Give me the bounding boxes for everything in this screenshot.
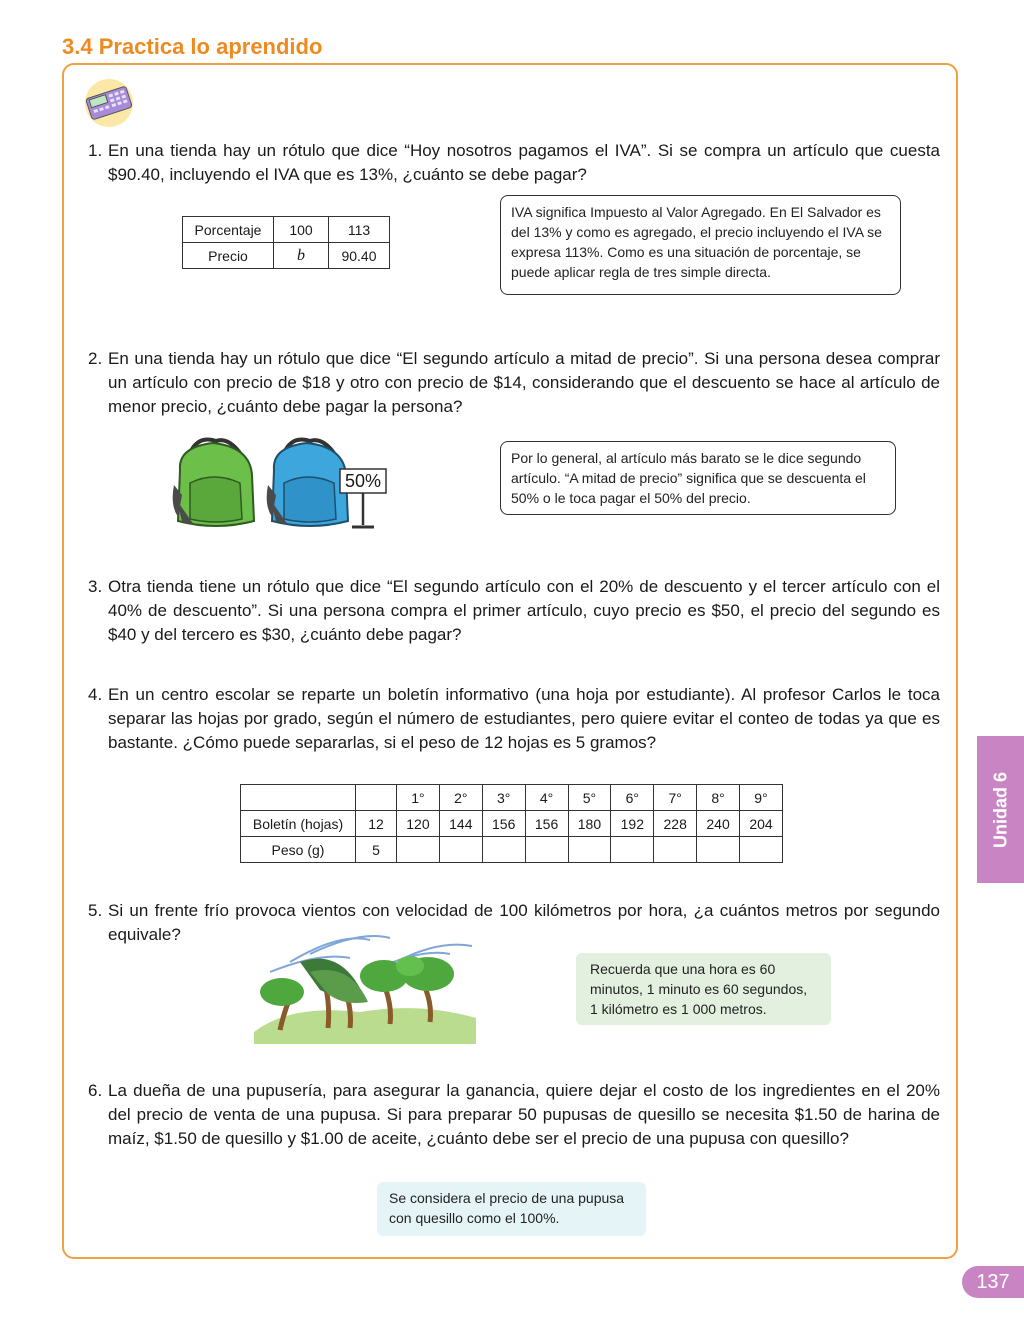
section-title: 3.4 Practica lo aprendido — [62, 34, 323, 59]
table-cell: 156 — [525, 811, 568, 837]
blue-backpack-icon — [267, 440, 348, 527]
table-cell: 113 — [329, 217, 390, 243]
hint-box-second-article: Por lo general, al artículo más barato se le dice segundo artículo. “A mitad de precio” significa que se descuenta el 50% o le toca pagar el 50% del precio. — [500, 441, 896, 515]
unit-tab-label: Unidad 6 — [990, 771, 1010, 848]
table-cell: Boletín (hojas) — [241, 811, 356, 837]
problem-3 — [88, 575, 940, 647]
unit-tab — [977, 736, 1024, 883]
problem-number: 2. — [88, 349, 103, 368]
problem-number: 4. — [88, 685, 103, 704]
windy-trees-illustration — [250, 932, 478, 1044]
sign-label: 50% — [344, 471, 382, 491]
problem-2 — [88, 347, 940, 419]
table-cell: 7° — [654, 785, 697, 811]
problem-6 — [88, 1079, 940, 1151]
problem-text: En una tienda hay un rótulo que dice “El segundo artículo a mitad de precio”. Si una persona desea comprar un artículo con precio de $18 y otro con precio de $14, considerando que el descuento se hace al artículo de menor precio, ¿cuánto debe pagar la persona? — [108, 349, 940, 416]
table-cell: Porcentaje — [183, 217, 274, 243]
problem-text: Si un frente frío provoca vientos con velocidad de 100 kilómetros por hora, ¿a cuántos metros por segundo equivale? — [108, 901, 940, 944]
table-cell: 100 — [274, 217, 329, 243]
table-cell: 120 — [397, 811, 440, 837]
table-cell: Precio — [183, 243, 274, 269]
problem-number: 5. — [88, 901, 103, 920]
bulletin-table — [240, 784, 783, 863]
table-cell: 180 — [568, 811, 611, 837]
table-cell: 228 — [654, 811, 697, 837]
table-cell: 192 — [611, 811, 654, 837]
table-cell — [241, 785, 356, 811]
table-cell: b — [274, 243, 329, 269]
table-cell: 5 — [356, 837, 397, 863]
table-cell: 90.40 — [329, 243, 390, 269]
problem-text: Otra tienda tiene un rótulo que dice “El segundo artículo con el 20% de descuento y el tercer artículo con el 40% de descuento”. Si una persona compra el primer artículo, cuyo precio es $50, el precio del segundo es $40 y del tercero es $30, ¿cuánto debe pagar? — [108, 577, 940, 644]
page-number: 137 — [962, 1266, 1024, 1298]
percent-table — [182, 216, 390, 269]
table-cell: 6° — [611, 785, 654, 811]
table-cell: 240 — [697, 811, 740, 837]
table-cell — [611, 837, 654, 863]
table-cell: 3° — [482, 785, 525, 811]
hint-box-iva: IVA significa Impuesto al Valor Agregado. En El Salvador es del 13% y como es agregado, el precio incluyendo el IVA se expresa 113%. Como es una situación de porcentaje, se puede aplicar regla de tres simple directa. — [500, 195, 901, 295]
problem-text: En una tienda hay un rótulo que dice “Hoy nosotros pagamos el IVA”. Si se compra un artículo que cuesta $90.40, incluyendo el IVA que es 13%, ¿cuánto se debe pagar? — [108, 141, 940, 184]
table-cell — [439, 837, 482, 863]
table-cell — [654, 837, 697, 863]
table-row — [241, 811, 783, 837]
table-cell: 8° — [697, 785, 740, 811]
tree-foliage — [260, 956, 454, 1006]
table-cell: 144 — [439, 811, 482, 837]
table-cell — [568, 837, 611, 863]
problem-5 — [88, 899, 940, 947]
calculator-icon — [82, 78, 136, 128]
table-cell: 4° — [525, 785, 568, 811]
problem-text: En un centro escolar se reparte un boletín informativo (una hoja por estudiante). Al profesor Carlos le toca separar las hojas por grado, según el número de estudiantes, pero quiere evitar el conteo de todas ya que es bastante. ¿Cómo puede separarlas, si el peso de 12 hojas es 5 gramos? — [108, 685, 940, 752]
table-cell: 204 — [740, 811, 783, 837]
table-cell: 12 — [356, 811, 397, 837]
green-backpack-icon — [173, 440, 254, 527]
problem-text: La dueña de una pupusería, para asegurar la ganancia, quiere dejar el costo de los ingredientes en el 20% del precio de venta de una pupusa. Si para preparar 50 pupusas de quesillo se necesita $1.50 de harina de maíz, $1.50 de quesillo y $1.00 de aceite, ¿cuánto debe ser el precio de una pupusa con quesillo? — [108, 1081, 940, 1148]
table-cell: Peso (g) — [241, 837, 356, 863]
table-row — [241, 785, 783, 811]
table-cell: 2° — [439, 785, 482, 811]
problem-number: 3. — [88, 577, 103, 596]
table-row — [241, 837, 783, 863]
problem-number: 6. — [88, 1081, 103, 1100]
table-cell — [356, 785, 397, 811]
table-cell: 156 — [482, 811, 525, 837]
problem-4 — [88, 683, 940, 755]
table-cell — [397, 837, 440, 863]
table-cell: 5° — [568, 785, 611, 811]
table-cell: 1° — [397, 785, 440, 811]
table-cell — [525, 837, 568, 863]
hint-box-units: Recuerda que una hora es 60 minutos, 1 minuto es 60 segundos, 1 kilómetro es 1 000 metros. — [576, 953, 831, 1025]
table-cell — [697, 837, 740, 863]
table-cell — [482, 837, 525, 863]
hint-box-pupusa: Se considera el precio de una pupusa con quesillo como el 100%. — [377, 1182, 646, 1236]
table-cell — [740, 837, 783, 863]
problem-1 — [88, 139, 940, 187]
table-cell: 9° — [740, 785, 783, 811]
problem-number: 1. — [88, 141, 103, 160]
